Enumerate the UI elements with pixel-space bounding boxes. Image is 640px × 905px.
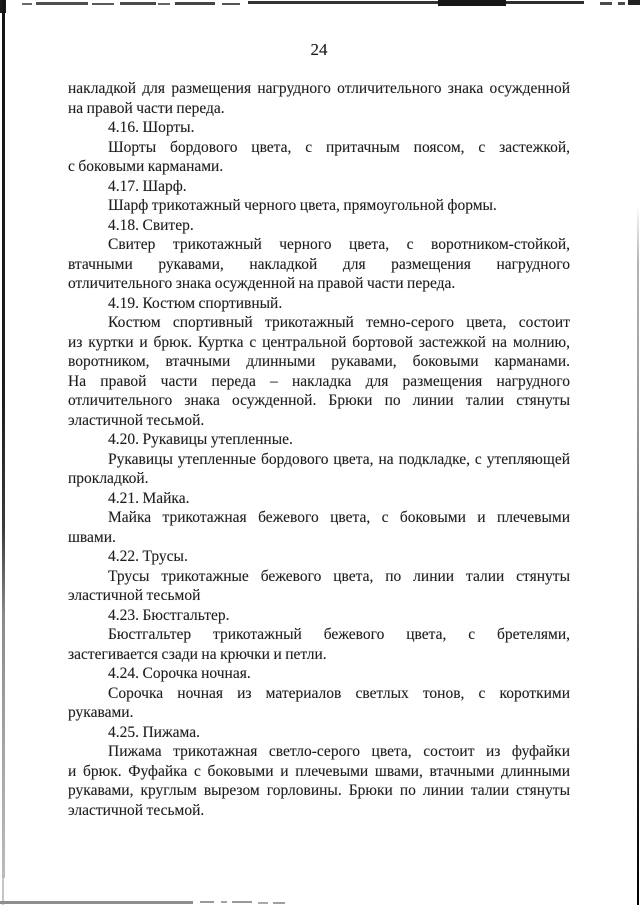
- text-line: 4.21. Майка.: [108, 489, 190, 507]
- paragraph: [68, 450, 570, 489]
- text-line: отличительного знака осужденной. Брюки по линии талии стянуты: [68, 392, 570, 409]
- text-line: 4.22. Трусы.: [108, 548, 188, 565]
- scan-edge-bottom: [0, 901, 193, 904]
- text-line: Костюм спортивный трикотажный темно-серого цвета, состоит: [108, 314, 570, 331]
- paragraph: [68, 216, 570, 236]
- text-line: 4.19. Костюм спортивный.: [108, 294, 283, 312]
- paragraph: [68, 177, 570, 197]
- paragraph: [68, 489, 570, 509]
- paragraph: [68, 606, 570, 626]
- text-line: рукавами, круглым вырезом горловины. Брюки по линии талии стянуты: [68, 782, 570, 799]
- scan-edge-right: [637, 205, 639, 905]
- paragraph: [68, 118, 570, 138]
- text-line: Сорочка ночная из материалов светлых тонов, с короткими: [108, 684, 570, 702]
- scan-mark-top-dash: [222, 3, 240, 5]
- text-line: 4.18. Свитер.: [108, 216, 194, 234]
- paragraph: [68, 313, 570, 430]
- scan-mark-top-dash: [120, 2, 156, 5]
- text-line: Пижама трикотажная светло-серого цвета, состоит из фуфайки: [108, 743, 570, 760]
- text-line: Трусы трикотажные бежевого цвета, по линии талии стянуты: [108, 567, 570, 585]
- text-line: и брюк. Фуфайка с боковыми и плечевыми швами, втачными длинными: [68, 762, 570, 780]
- scan-mark-top-dash: [158, 3, 170, 5]
- text-line: на правой части переда.: [68, 99, 225, 117]
- text-line: эластичной тесьмой: [68, 587, 201, 604]
- text-line: застегивается сзади на крючки и петли.: [68, 645, 327, 663]
- text-line: отличительного знака осужденной на правой части переда.: [68, 275, 456, 292]
- text-line: 4.24. Сорочка ночная.: [108, 665, 251, 682]
- paragraph: [68, 79, 570, 118]
- paragraph: [68, 430, 570, 450]
- text-line: швами.: [68, 528, 116, 546]
- paragraph: [68, 664, 570, 684]
- text-line: На правой части переда – накладка для размещения нагрудного: [68, 372, 570, 390]
- scan-mark-bottom-dash: [273, 902, 285, 904]
- paragraph: [68, 684, 570, 723]
- text-line: рукавами.: [68, 704, 134, 721]
- paragraph: [68, 235, 570, 294]
- text-line: из куртки и брюк. Куртка с центральной бортовой застежкой на молнию,: [68, 333, 570, 351]
- scan-mark-top-dash: [600, 2, 612, 5]
- text-line: с боковыми карманами.: [68, 158, 224, 175]
- paragraph: [68, 567, 570, 606]
- text-line: Шарф трикотажный черного цвета, прямоугольной формы.: [108, 197, 497, 214]
- text-line: эластичной тесьмой.: [68, 411, 205, 429]
- text-line: 4.17. Шарф.: [108, 177, 187, 195]
- text-line: 4.23. Бюстгальтер.: [108, 606, 230, 624]
- paragraph: [68, 723, 570, 743]
- text-line: накладкой для размещения нагрудного отличительного знака осужденной: [68, 80, 570, 97]
- scan-edge-left: [2, 0, 5, 878]
- text-line: 4.25. Пижама.: [108, 723, 201, 741]
- text-line: Свитер трикотажный черного цвета, с воротником-стойкой,: [108, 236, 570, 253]
- scan-mark-top-line: [248, 1, 438, 4]
- paragraph: [68, 742, 570, 820]
- text-line: 4.16. Шорты.: [108, 119, 195, 136]
- scan-mark-bottom-dash: [221, 901, 227, 903]
- text-line: 4.20. Рукавицы утепленные.: [108, 431, 293, 448]
- scan-mark-top-corner-right: [628, 0, 640, 5]
- scan-mark-bottom-dash: [258, 902, 268, 904]
- paragraph: [68, 547, 570, 567]
- document-body: [68, 79, 570, 820]
- text-line: прокладкой.: [68, 470, 149, 487]
- text-line: Бюстгальтер трикотажный бежевого цвета, с бретелями,: [108, 626, 570, 643]
- paragraph: [68, 294, 570, 314]
- page-number: 24: [310, 40, 328, 59]
- scan-mark-top-dash: [22, 3, 32, 5]
- scan-mark-top-dash: [618, 2, 625, 5]
- scan-mark-bottom-dash: [232, 901, 252, 903]
- text-line: Рукавицы утепленные бордового цвета, на подкладке, с утепляющей: [108, 450, 570, 468]
- text-line: эластичной тесьмой.: [68, 801, 205, 819]
- paragraph: [68, 625, 570, 664]
- text-line: втачными рукавами, накладкой для размещения нагрудного: [68, 255, 570, 273]
- scan-mark-top-line: [506, 1, 584, 4]
- text-line: воротником, втачными длинными рукавами, боковыми карманами.: [68, 353, 570, 370]
- text-line: Майка трикотажная бежевого цвета, с боковыми и плечевыми: [108, 509, 570, 526]
- paragraph: [68, 138, 570, 177]
- scan-mark-top-dash: [175, 2, 215, 5]
- scan-mark-top-blob: [438, 0, 506, 6]
- paragraph: [68, 196, 570, 216]
- scan-mark-bottom-dash: [200, 901, 214, 903]
- scan-mark-top-dash: [36, 2, 88, 5]
- paragraph: [68, 508, 570, 547]
- text-line: Шорты бордового цвета, с притачным поясом, с застежкой,: [108, 138, 570, 156]
- scan-mark-top-dash: [92, 3, 114, 5]
